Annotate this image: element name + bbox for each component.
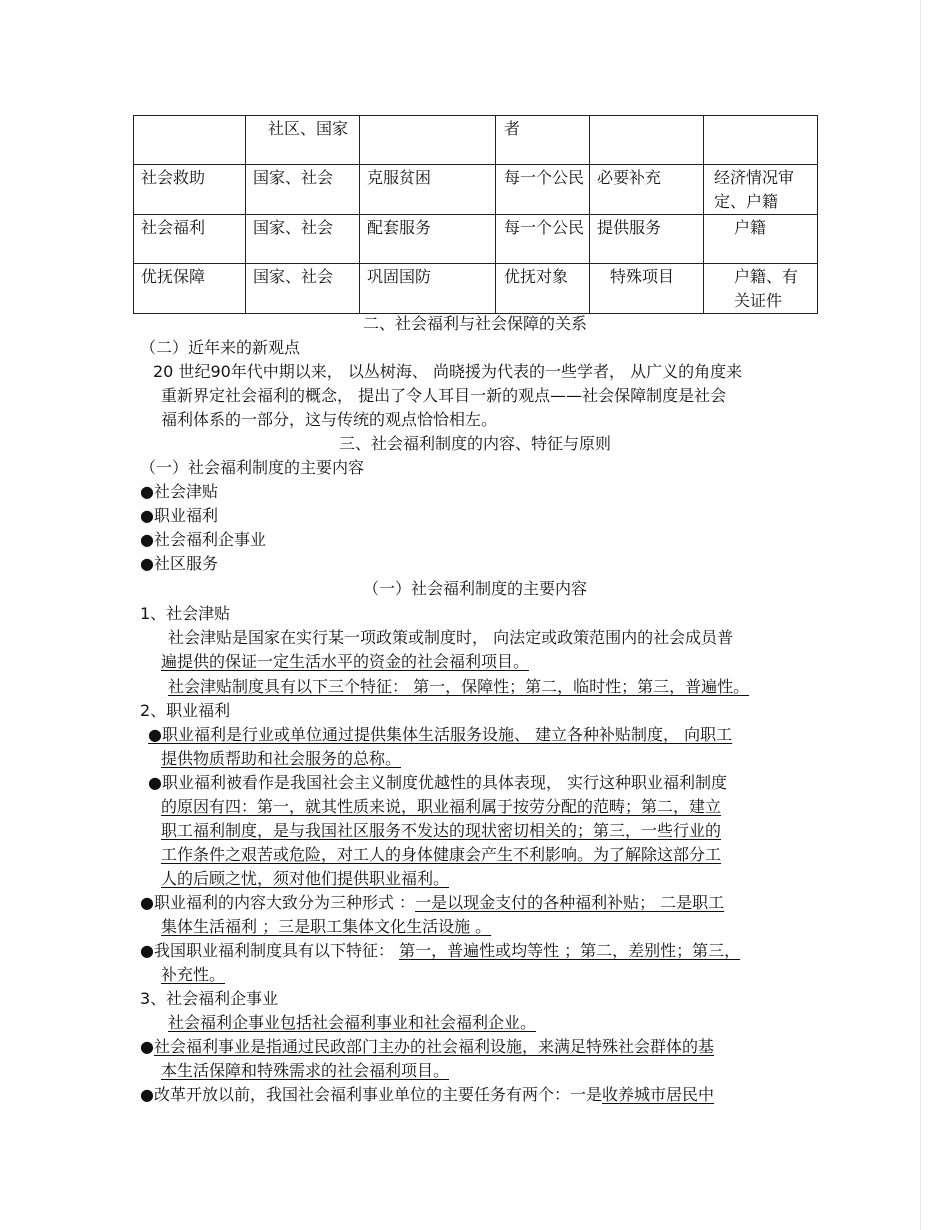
table-cell: 每一个公民 [496, 165, 590, 215]
table-cell: 户籍 [704, 215, 818, 264]
table-cell [360, 116, 496, 165]
bullet-item [140, 891, 724, 915]
table-row [134, 215, 818, 264]
paragraph-line: 人的后顾之忧，须对他们提供职业福利。 [161, 869, 450, 888]
bullet-item: ●社会津贴 [140, 482, 218, 501]
paragraph-line: 社会福利企事业包括社会福利事业和社会福利企业。 [168, 1013, 537, 1032]
table-cell: 必要补充 [590, 165, 704, 215]
numbered-heading: 2、职业福利 [140, 701, 231, 720]
table-row [134, 264, 818, 314]
table-cell: 每一个公民 [496, 215, 590, 264]
underlined-span: 收养城市居民中 [601, 1085, 714, 1104]
paragraph-line: 重新界定社会福利的概念， 提出了令人耳目一新的观点——社会保障制度是社会 [161, 386, 727, 405]
paragraph-line: 职工福利制度，是与我国社区服务不发达的现状密切相关的；第三，一些行业的 [161, 821, 722, 840]
subsection-heading: （二）近年来的新观点 [140, 338, 301, 357]
table-row [134, 165, 818, 215]
table-cell: 巩固国防 [360, 264, 496, 314]
numbered-heading: 1、社会津贴 [140, 604, 231, 623]
paragraph-line: 补充性。 [161, 965, 226, 984]
bullet-item: ●社区服务 [140, 554, 218, 573]
table-cell: 提供服务 [590, 215, 704, 264]
underlined-span: 一是以现金支付的各种福利补贴； 二是职工 [415, 893, 725, 912]
table-cell: 社会福利 [134, 215, 246, 264]
bullet-item: ●职业福利是行业或单位通过提供集体生活服务设施、 建立各种补贴制度， 向职工 [148, 725, 733, 744]
table-cell: 特殊项目 [590, 264, 704, 314]
table-cell: 国家、社会 [246, 264, 360, 314]
section-heading: 二、社会福利与社会保障的关系 [362, 314, 587, 333]
text-span: ●职业福利的内容大致分为三种形式 ： [140, 893, 416, 912]
text-span: ●我国职业福利制度具有以下特征： [140, 941, 400, 960]
paragraph-line: 工作条件之艰苦或危险，对工人的身体健康会产生不利影响。为了解除这部分工 [161, 845, 722, 864]
table-cell: 社会救助 [134, 165, 246, 215]
table-cell [704, 116, 818, 165]
table-cell: 优抚保障 [134, 264, 246, 314]
bullet-item [140, 939, 740, 963]
table-cell [590, 116, 704, 165]
table-cell: 优抚对象 [496, 264, 590, 314]
subsection-heading: （一）社会福利制度的主要内容 [140, 458, 365, 477]
paragraph-line: 提供物质帮助和社会服务的总称。 [161, 749, 402, 768]
bullet-item: ●社会福利企事业 [140, 530, 266, 549]
subsection-heading: （一）社会福利制度的主要内容 [362, 579, 587, 598]
table-cell: 国家、社会 [246, 215, 360, 264]
bullet-mark: ● [140, 1037, 154, 1056]
bullet-item: ●职业福利被看作是我国社会主义制度优越性的具体表现， 实行这种职业福利制度 [148, 773, 728, 792]
text-span: ●改革开放以前，我国社会福利事业单位的主要任务有两个：一是 [140, 1085, 602, 1104]
table-cell: 克服贫困 [360, 165, 496, 215]
paragraph-line: 集体生活福利 ；三是职工集体文化生活设施 。 [161, 917, 492, 936]
table-cell: 户籍、有关证件 [704, 264, 818, 314]
table-cell [134, 116, 246, 165]
table-cell: 配套服务 [360, 215, 496, 264]
underlined-span: 第一，普遍性或均等性 ；第二，差别性；第三， [399, 941, 741, 960]
paragraph-line: 社会津贴是国家在实行某一项政策或制度时， 向法定或政策范围内的社会成员普 [168, 628, 734, 647]
welfare-comparison-table [133, 115, 818, 314]
paragraph-line: 福利体系的一部分，这与传统的观点恰恰相左。 [161, 410, 498, 429]
paragraph-line: 20 世纪90年代中期以来， 以丛树海、 尚晓援为代表的一些学者， 从广义的角度来 [153, 362, 743, 381]
table-row [134, 116, 818, 165]
paragraph-line: 本生活保障和特殊需求的社会福利项目。 [161, 1061, 450, 1080]
numbered-heading: 3、社会福利企事业 [140, 989, 279, 1008]
table-cell: 者 [496, 116, 590, 165]
underlined-span: 社会福利事业是指通过民政部门主办的社会福利设施，来满足特殊社会群体的基 [153, 1037, 714, 1056]
bullet-item: ●职业福利 [140, 506, 218, 525]
bullet-item [140, 1035, 714, 1059]
section-heading: 三、社会福利制度的内容、特征与原则 [338, 434, 611, 453]
bullet-item [140, 1083, 714, 1107]
table-cell: 国家、社会 [246, 165, 360, 215]
table-cell: 社区、国家 [246, 116, 360, 165]
paragraph-line: 遍提供的保证一定生活水平的资金的社会福利项目。 [161, 652, 530, 671]
table-cell: 经济情况审定、户籍 [704, 165, 818, 215]
page-edge [920, 0, 921, 1230]
paragraph-line: 社会津贴制度具有以下三个特征： 第一，保障性；第二，临时性；第三，普遍性。 [168, 677, 750, 696]
paragraph-line: 的原因有四：第一，就其性质来说，职业福利属于按劳分配的范畴；第二，建立 [161, 797, 722, 816]
